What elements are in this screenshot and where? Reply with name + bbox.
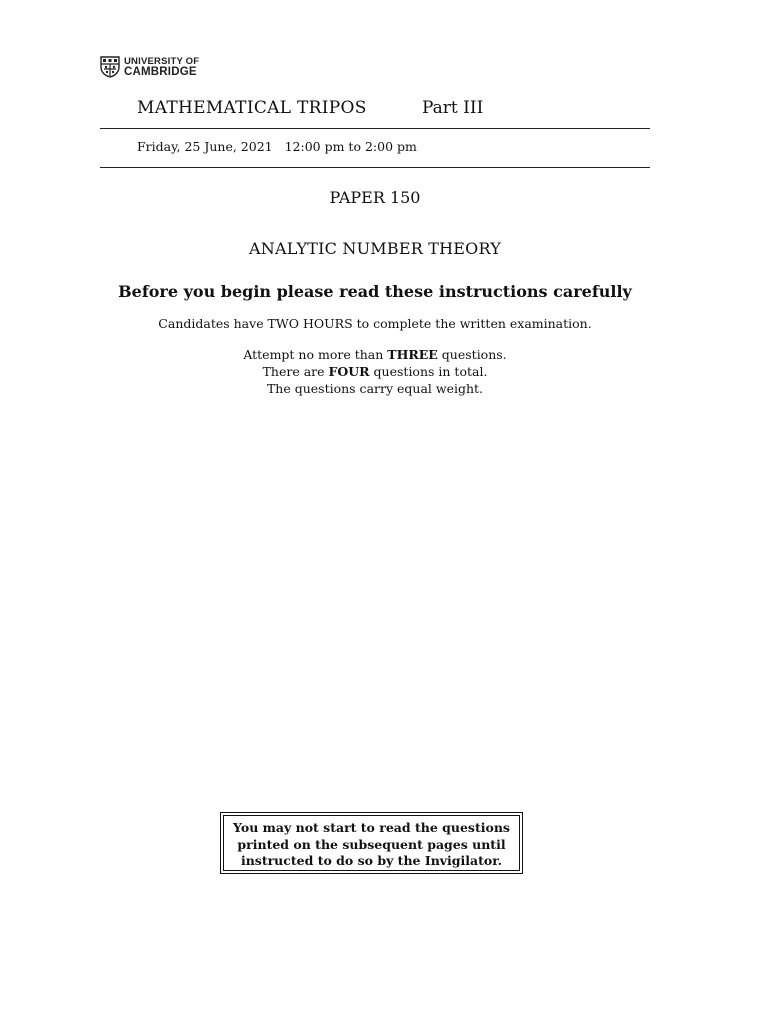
exam-title: MATHEMATICAL TRIPOS xyxy=(137,98,367,118)
notice-line-3: instructed to do so by the Invigilator. xyxy=(240,853,503,868)
header-rule-bottom xyxy=(100,167,650,168)
duration-text: Candidates have TWO HOURS to complete the written examination. xyxy=(158,316,592,331)
university-logo xyxy=(100,56,199,78)
notice-line-1: You may not start to read the questions xyxy=(233,820,510,835)
weight-line: The questions carry equal weight. xyxy=(266,381,484,396)
logo-line-1: UNIVERSITY OF xyxy=(124,56,200,67)
header-rule-top xyxy=(100,128,650,129)
logo-line-2: CAMBRIDGE xyxy=(124,66,197,78)
exam-time: 12:00 pm to 2:00 pm xyxy=(284,139,417,154)
attempt-line: Attempt no more than THREE questions. xyxy=(243,347,507,362)
exam-date: Friday, 25 June, 2021 xyxy=(137,139,273,154)
instructions-heading: Before you begin please read these instructions carefully xyxy=(118,282,632,301)
notice-line-2: printed on the subsequent pages until xyxy=(237,836,506,852)
cambridge-crest-icon xyxy=(100,56,120,78)
total-line: There are FOUR questions in total. xyxy=(262,364,488,379)
exam-dateline xyxy=(137,139,417,154)
logo-wordmark xyxy=(124,56,199,78)
exam-part: Part III xyxy=(422,98,484,118)
invigilator-notice-box xyxy=(220,812,523,874)
paper-subject: ANALYTIC NUMBER THEORY xyxy=(249,239,501,258)
invigilator-notice-text xyxy=(223,815,520,871)
paper-number: PAPER 150 xyxy=(329,188,421,207)
question-rules xyxy=(100,346,650,397)
